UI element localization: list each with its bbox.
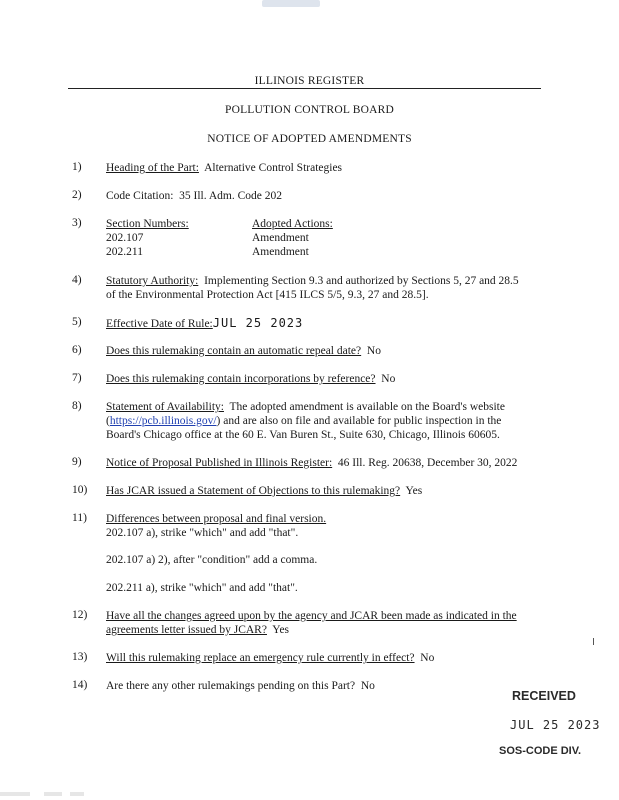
item-number-11: 11) [72,512,87,524]
item-number-2: 2) [72,189,82,201]
item-1-label: Heading of the Part: [106,162,199,174]
item-8-line-3: Board's Chicago office at the 60 E. Van Buren St., Suite 630, Chicago, Illinois 60605. [106,429,500,441]
item-14-answer: No [360,680,375,692]
notice-title: NOTICE OF ADOPTED AMENDMENTS [207,133,412,145]
item-number-1: 1) [72,161,82,173]
item-9-value: 46 Ill. Reg. 20638, December 30, 2022 [337,457,518,469]
item-11-label: Differences between proposal and final version. [106,513,327,525]
item-5 [106,316,303,332]
received-date: JUL 25 2023 [510,718,601,732]
difference-2: 202.107 a) 2), after "condition" add a comma. [106,554,318,566]
item-number-6: 6) [72,344,82,356]
item-1-value: Alternative Control Strategies [204,162,343,174]
item-number-13: 13) [72,651,88,663]
item-2-value: 35 Ill. Adm. Code 202 [179,190,283,202]
item-number-3: 3) [72,217,82,229]
item-13-answer: No [420,652,435,664]
item-4-line-1: Statutory Authority: Implementing Section 9.3 and authorized by Sections 5, 27 and 28.5 [106,275,519,287]
item-12-line-2: agreements letter issued by JCAR? Yes [106,624,290,636]
scan-artifact [70,792,84,796]
section-number-2: 202.211 [106,246,143,258]
item-number-8: 8) [72,400,82,412]
item-9: Notice of Proposal Published in Illinois Register: 46 Ill. Reg. 20638, December 30, 2022 [106,457,518,469]
item-number-12: 12) [72,609,88,621]
item-number-5: 5) [72,316,82,328]
item-14: Are there any other rulemakings pending on this Part? No [106,680,375,692]
item-2 [106,189,282,204]
difference-3: 202.211 a), strike "which" and add "that". [106,582,298,594]
scan-artifact-top [262,0,320,7]
item-5-label: Effective Date of Rule: [106,318,213,330]
item-7: Does this rulemaking contain incorporations by reference? No [106,373,396,385]
item-number-10: 10) [72,484,88,496]
effective-date: JUL 25 2023 [212,316,304,330]
header-divider [68,88,541,89]
adopted-action-1: Amendment [252,232,309,244]
scan-artifact [44,792,62,796]
item-4-line-2: of the Environmental Protection Act [415 ILCS 5/5, 9.3, 27 and 28.5]. [106,289,429,301]
item-1 [106,161,342,176]
item-8-line-1: Statement of Availability: The adopted amendment is available on the Board's website [106,401,505,413]
section-number-1: 202.107 [106,232,144,244]
item-12-line-1: Have all the changes agreed upon by the agency and JCAR been made as indicated in the [106,610,517,622]
difference-1: 202.107 a), strike "which" and add "that". [106,527,299,539]
item-number-9: 9) [72,456,82,468]
item-10-answer: Yes [405,485,423,497]
item-13: Will this rulemaking replace an emergency rule currently in effect? No [106,652,435,664]
item-12-answer: Yes [272,624,290,636]
adopted-action-2: Amendment [252,246,309,258]
scan-mark [593,638,594,645]
item-number-14: 14) [72,679,88,691]
register-title: ILLINOIS REGISTER [254,75,365,87]
section-col-header: Section Numbers: [106,218,189,230]
item-6: Does this rulemaking contain an automatic repeal date? No [106,345,381,357]
board-website-link[interactable]: https://pcb.illinois.gov/ [109,415,217,427]
item-6-answer: No [366,345,381,357]
received-stamp: RECEIVED [512,689,576,703]
item-10: Has JCAR issued a Statement of Objections to this rulemaking? Yes [106,485,423,497]
action-col-header: Adopted Actions: [252,218,333,230]
received-office: SOS-CODE DIV. [499,745,582,757]
item-2-label: Code Citation: [106,190,174,202]
scan-artifact [0,792,30,796]
item-number-4: 4) [72,274,82,286]
item-number-7: 7) [72,372,82,384]
board-name: POLLUTION CONTROL BOARD [224,104,394,116]
item-7-answer: No [381,373,396,385]
item-8-label: Statement of Availability: [106,401,224,413]
item-4-label: Statutory Authority: [106,275,199,287]
item-8-line-2: (https://pcb.illinois.gov/) and are also on file and available for public inspection in the [106,415,502,427]
